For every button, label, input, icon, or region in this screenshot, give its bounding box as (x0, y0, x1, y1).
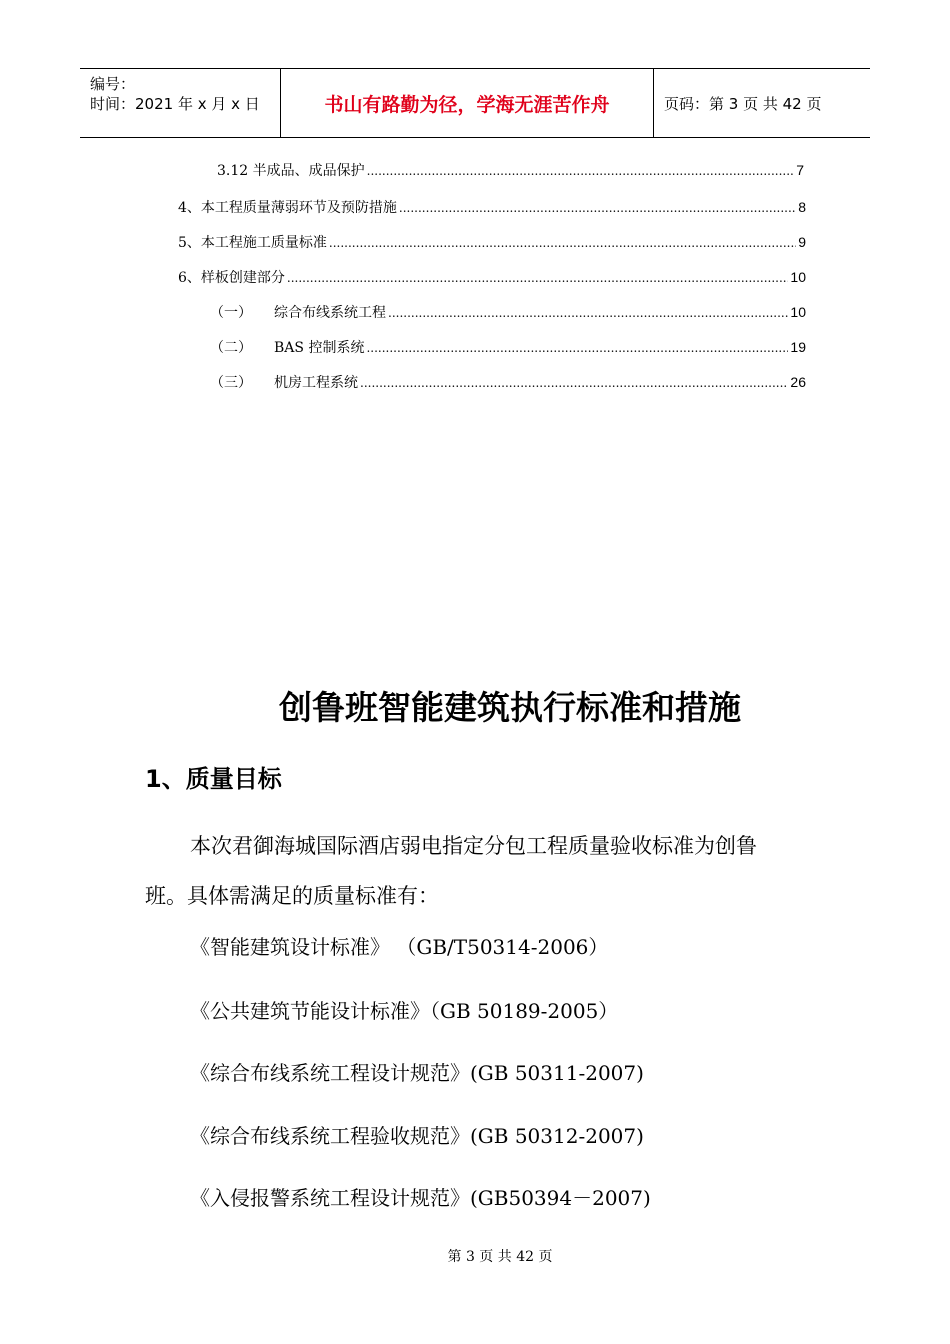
toc-entry[interactable] (210, 337, 806, 357)
toc-entry[interactable] (178, 267, 806, 287)
toc-entry-page: 9 (798, 234, 806, 250)
toc-entry-page: 7 (796, 162, 804, 178)
header-info-cell (80, 69, 281, 137)
toc-entry[interactable] (178, 232, 806, 252)
toc-leader-dots (287, 271, 789, 285)
standard-item: 《综合布线系统工程设计规范》(GB 50311-2007) (190, 1061, 644, 1085)
header-page-label: 页码：第 3 页 共 42 页 (664, 94, 822, 113)
toc-entry-label: 5、本工程施工质量标准 (178, 235, 327, 251)
section-heading: 1、质量目标 (145, 765, 282, 793)
header-date-label: 时间：2021 年 x 月 x 日 (90, 95, 260, 113)
header-motto-cell (281, 69, 654, 137)
toc-entry-prefix: （二） (210, 340, 252, 356)
toc-entry-label: 机房工程系统 (274, 375, 358, 391)
toc-entry[interactable] (178, 197, 806, 217)
body-paragraph-line1: 本次君御海城国际酒店弱电指定分包工程质量验收标准为创鲁 (190, 834, 757, 858)
document-title: 创鲁班智能建筑执行标准和措施 (279, 688, 741, 727)
toc-leader-dots (399, 201, 796, 215)
toc-entry-label: 6、样板创建部分 (178, 270, 285, 286)
standard-item: 《综合布线系统工程验收规范》(GB 50312-2007) (190, 1124, 644, 1148)
page-footer: 第 3 页 共 42 页 (447, 1249, 553, 1265)
toc-entry-label: 综合布线系统工程 (274, 305, 386, 321)
toc-entry[interactable] (217, 160, 804, 180)
toc-entry-page: 10 (790, 304, 806, 320)
page-header (80, 68, 870, 138)
toc-entry-page: 26 (790, 374, 806, 390)
body-paragraph-line2: 班。具体需满足的质量标准有： (145, 884, 439, 908)
standard-item: 《智能建筑设计标准》 （GB/T50314-2006） (190, 935, 609, 959)
header-motto: 书山有路勤为径，学海无涯苦作舟 (324, 93, 610, 116)
toc-entry-prefix: （一） (210, 305, 252, 321)
toc-leader-dots (366, 341, 788, 355)
toc-entry[interactable] (210, 372, 806, 392)
toc-entry-label: BAS 控制系统 (274, 340, 365, 356)
toc-leader-dots (388, 306, 788, 320)
toc-entry-page: 8 (798, 199, 806, 215)
header-page-cell (654, 69, 870, 137)
toc-entry-page: 19 (790, 339, 806, 355)
toc-entry-prefix: （三） (210, 375, 252, 391)
standard-item: 《公共建筑节能设计标准》（GB 50189-2005） (190, 999, 619, 1023)
toc-entry-label: 4、本工程质量薄弱环节及预防措施 (178, 200, 397, 216)
header-number-label: 编号： (90, 75, 136, 93)
standard-item: 《入侵报警系统工程设计规范》(GB50394－2007) (190, 1186, 651, 1210)
toc-entry[interactable] (210, 302, 806, 322)
toc-leader-dots (329, 236, 796, 250)
toc-leader-dots (367, 164, 795, 178)
toc-entry-label: 3.12 半成品、成品保护 (217, 163, 365, 179)
toc-entry-page: 10 (790, 269, 806, 285)
toc-leader-dots (360, 376, 788, 390)
